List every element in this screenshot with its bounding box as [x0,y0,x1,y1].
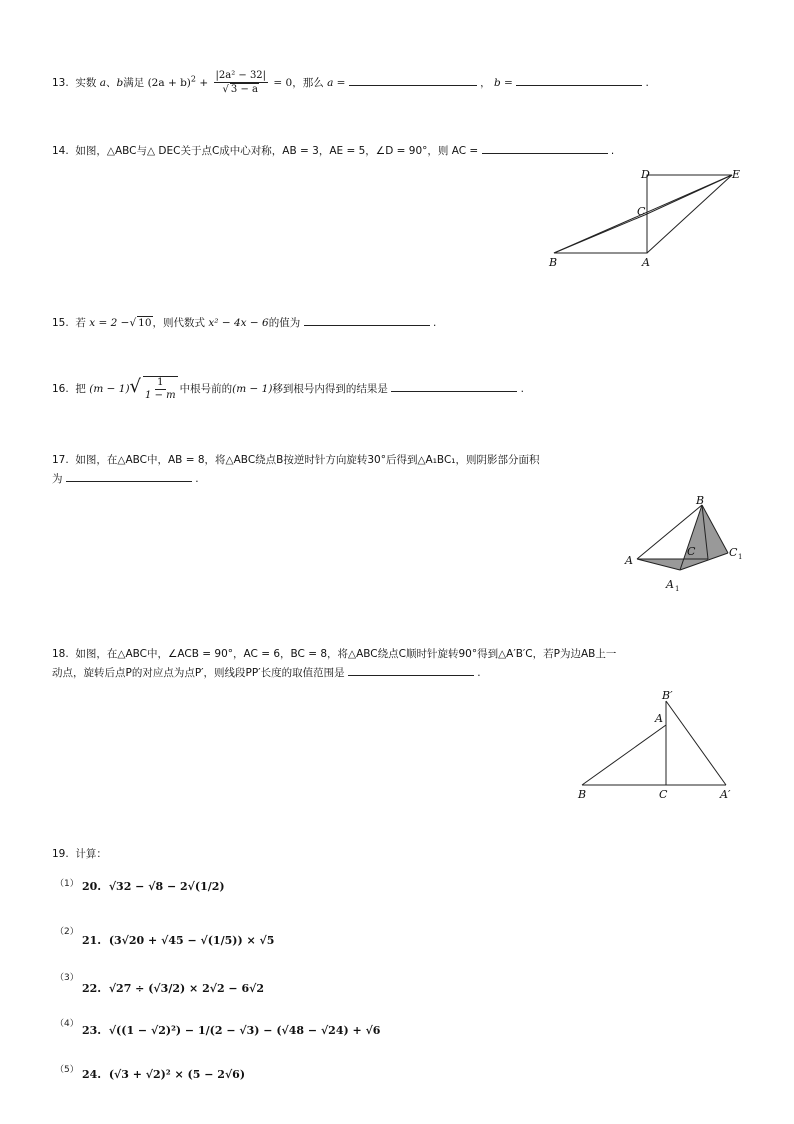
figure-q14 [540,160,750,272]
label-b: B [696,494,705,507]
end-period: . [645,77,649,89]
answer-blank-a[interactable] [349,74,477,86]
fraction-denominator: 3 − a [230,84,258,95]
question-18 [52,646,616,662]
question-number: 15. [52,317,69,329]
question-17 [52,452,540,468]
var-a: a [99,77,106,89]
sub-number-1: （1） [55,879,79,889]
answer-blank[interactable] [482,142,608,154]
calc-item-21 [82,934,274,947]
question-15: 15. 若 x = 2 −√ 10，则代数式 x² − 4x − 6的值为 . [52,314,436,331]
question-text: 实数 [75,77,97,89]
polynomial: x² − 4x − 6 [208,317,269,329]
expr: x = 2 − [89,317,130,329]
sub-number-2: （2） [55,927,79,937]
label-e: E [732,168,741,181]
separator: 、 [106,77,117,89]
question-13: 13. 实数 a、b满足 $(2a + b)^2$ + $\frac{\text{|2a² − 32|}}{√ 3 - a}$ = 0，那么 a = ， b = . [52,70,649,95]
question-number: 14. [52,145,69,157]
question-text-2: 动点，旋转后点P的对应点为点P′，则线段PP′长度的取值范围是 [52,667,345,679]
calc-item-20 [82,880,225,893]
label-a: A [642,256,650,269]
question-17-line2 [52,470,199,487]
question-title: 计算： [75,848,107,860]
calc-item-22 [82,982,264,995]
eq-text: = 0，那么 [273,77,324,89]
label-a: A [625,554,633,567]
question-text: ，则代数式 [152,317,206,329]
end-period: . [477,667,481,679]
var-b: b [116,77,124,89]
sub-number-4: （4） [55,1019,79,1029]
end-period: . [195,473,199,485]
question-16: 16. 把 (m − 1)√ $\frac{1}{1 - m}$ 中根号前的(m − 1)移到根号内得到的结果是 . [52,376,524,401]
question-text-2: 移到根号内得到的结果是 [272,383,388,395]
question-number: 13. [52,77,69,89]
item-expression: (√3 + √2)² × (5 − 2√6) [108,1068,246,1081]
suffix: 的值为 [268,317,301,329]
b-equals: b = [494,77,513,89]
label-c1: C [729,546,738,559]
question-18-line2 [52,664,481,681]
label-a-prime: A′ [720,788,731,801]
comma: ， [480,77,491,89]
prefix: 若 [75,317,86,329]
label-c: C [687,545,696,558]
question-19 [52,846,107,862]
exponent: 2 [190,74,196,84]
sub-number-3: （3） [55,973,79,983]
question-number: 19. [52,848,69,860]
prefix: 把 [75,383,86,395]
item-expression: √27 ÷ (√3/2) × 2√2 − 6√2 [108,982,265,995]
answer-blank-b[interactable] [516,74,642,86]
label-b-prime: B′ [662,689,673,702]
coefficient: (m − 1) [89,383,130,395]
fraction-numerator: 1 [157,377,164,388]
question-text: 满足 [123,77,145,89]
question-number: 17. [52,454,69,466]
segment-ab [582,725,666,785]
label-b: B [549,256,558,269]
item-number: 23. [82,1024,102,1037]
label-a1-subscript: 1 [675,585,680,593]
calc-item-23 [82,1024,380,1037]
label-c1-subscript: 1 [738,553,743,561]
item-expression: (3√20 + √45 − √(1/5)) × √5 [108,934,275,947]
radicand: 10 [138,317,152,329]
fraction-denominator: 1 − m [145,390,176,401]
item-number: 21. [82,934,102,947]
label-c: C [637,205,646,218]
question-text: 如图，在△ABC中，∠ACB = 90°，AC = 6，BC = 8，将△ABC绕点C顺时针旋转90°得到△A′B′C，若P为边AB上一 [75,648,617,660]
label-a1: A [666,578,674,591]
label-b: B [578,788,587,801]
line-ae [647,175,732,253]
fraction-numerator: |2a² − 32| [215,70,267,81]
question-number: 16. [52,383,69,395]
calc-item-24 [82,1068,245,1081]
segment-bprime-aprime [666,701,726,785]
item-number: 22. [82,982,102,995]
fraction [143,376,178,402]
answer-blank[interactable] [66,470,192,482]
shaded-region-right [680,505,728,570]
a-equals: a = [327,77,346,89]
question-text: 中根号前的 [179,383,233,395]
item-number: 24. [82,1068,102,1081]
end-period: . [432,317,437,329]
question-14 [52,142,614,159]
question-text: 如图，△ABC与△ DEC关于点C成中心对称，AB = 3，AE = 5，∠D = 90°，则 AC = [75,145,479,157]
sub-number-5: （5） [55,1065,79,1075]
label-c: C [659,788,668,801]
end-period: . [610,145,615,157]
answer-blank[interactable] [348,664,474,676]
answer-blank[interactable] [304,314,430,326]
question-text: 如图，在△ABC中，AB = 8，将△ABC绕点B按逆时针方向旋转30°后得到△A₁BC₁，则阴影部分面积 [75,454,540,466]
expr-left: (2a + b) [147,77,191,89]
question-number: 18. [52,648,69,660]
fraction: $\frac{\text{|2a² − 32|}}{√ 3 - a}$ [215,70,267,95]
figure-q18 [570,684,750,804]
coefficient-2: (m − 1) [232,383,273,395]
question-text-2: 为 [52,473,63,485]
end-period: . [520,383,524,395]
label-a: A [655,712,663,725]
item-expression: √32 − √8 − 2√(1/2) [108,880,225,893]
item-expression: √((1 − √2)²) − 1/(2 − √3) − (√48 − √24) + √6 [108,1024,381,1037]
figure-q17 [620,492,750,598]
label-d: D [641,168,650,181]
answer-blank[interactable] [391,380,517,392]
item-number: 20. [82,880,102,893]
